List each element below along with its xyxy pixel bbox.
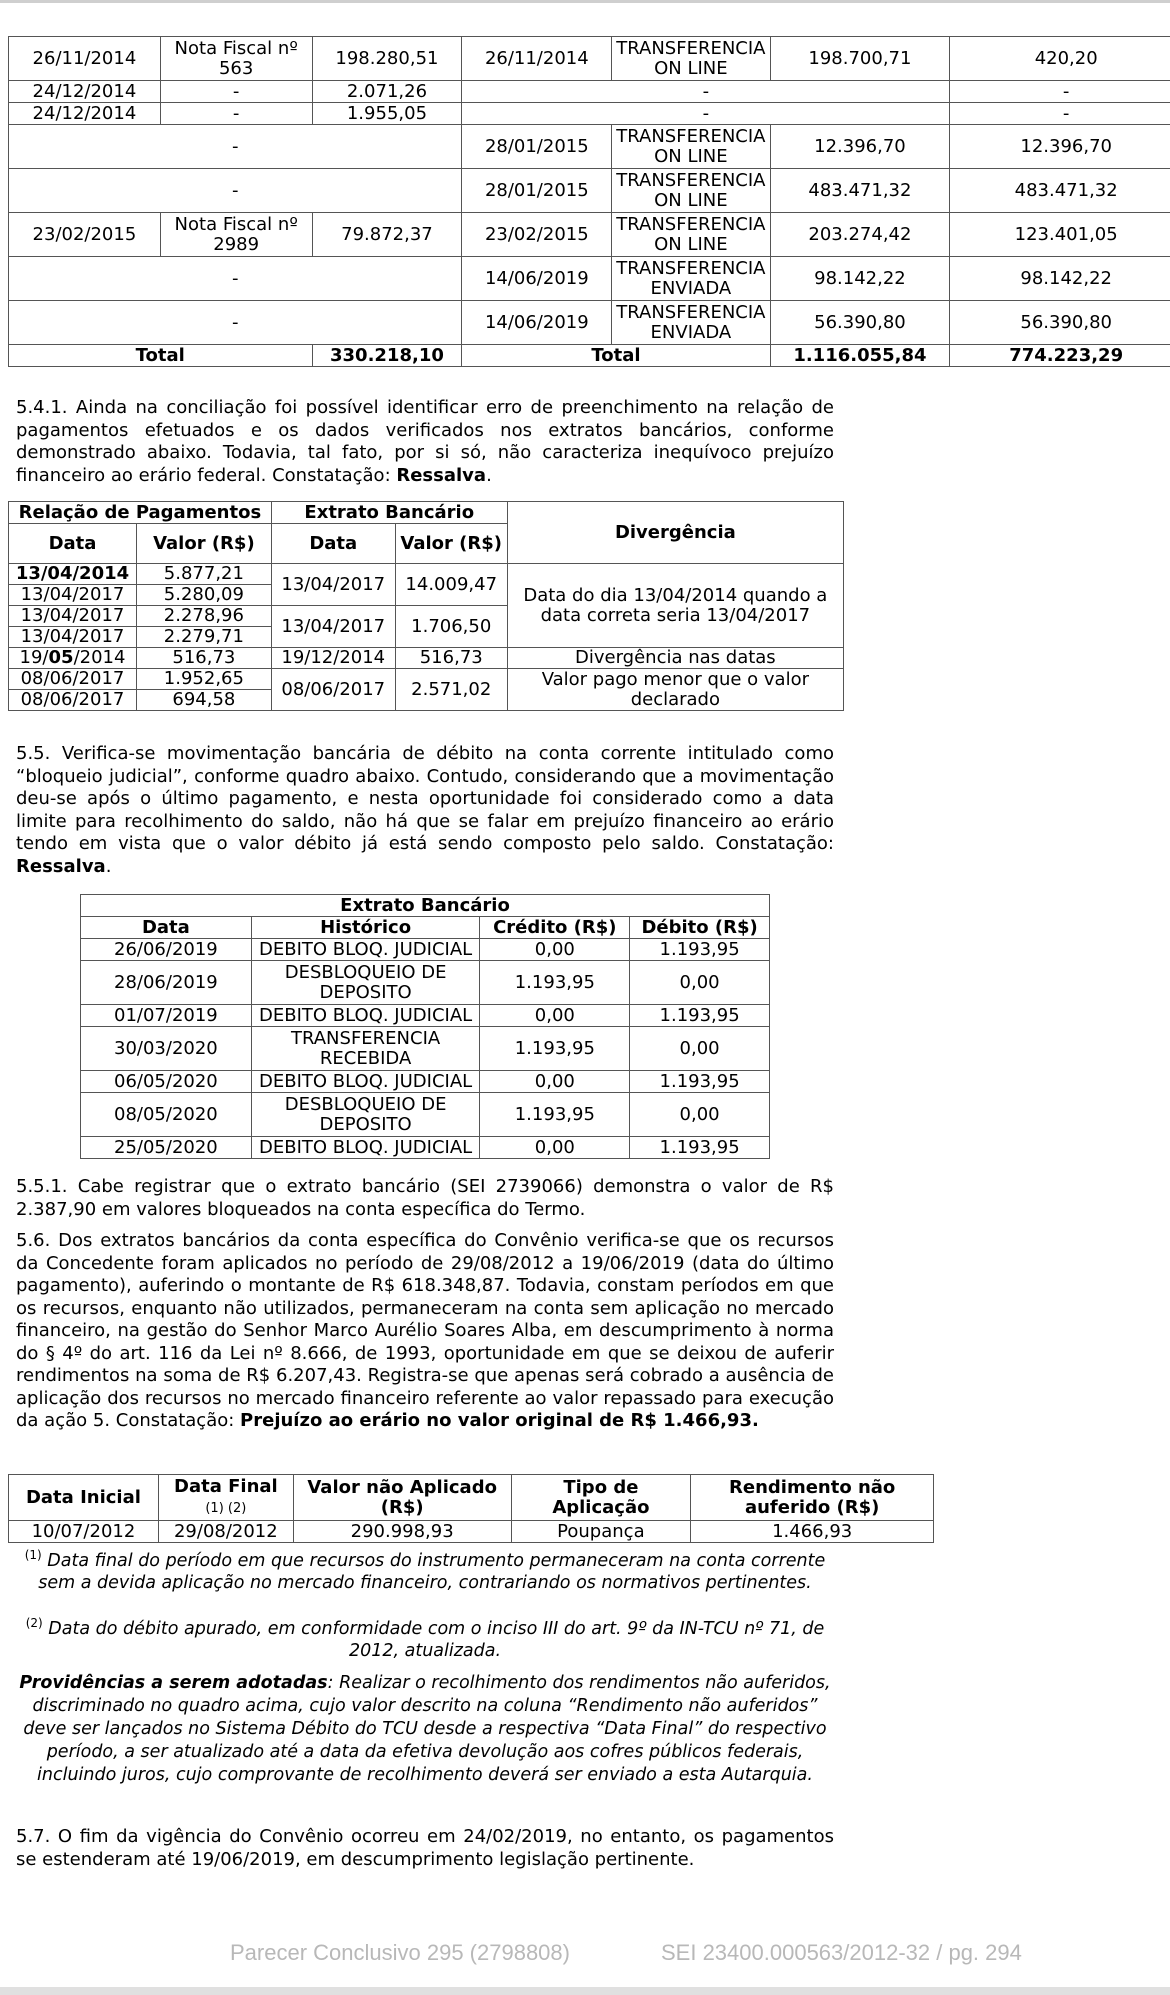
total-value: 330.218,10 bbox=[312, 345, 462, 367]
cell-history: DESBLOQUEIO DE DEPOSITO bbox=[251, 1093, 480, 1137]
cell-date: 26/11/2014 bbox=[9, 37, 161, 81]
cell-invoice: - bbox=[160, 103, 312, 125]
cell-debit: 0,00 bbox=[630, 1027, 770, 1071]
cell-merged: - bbox=[462, 81, 950, 103]
cell-date: 24/12/2014 bbox=[9, 81, 161, 103]
cell-value: 516,73 bbox=[395, 648, 507, 669]
header-row bbox=[9, 1475, 934, 1521]
cell-invoice: Nota Fiscal nº 2989 bbox=[160, 213, 312, 257]
cell-date: 23/02/2015 bbox=[462, 213, 612, 257]
header-credit: Crédito (R$) bbox=[480, 917, 630, 939]
cell-merged: - bbox=[9, 169, 462, 213]
table-row bbox=[9, 1521, 934, 1543]
finding-label: Ressalva bbox=[396, 464, 487, 486]
header-date: Data bbox=[81, 917, 252, 939]
actions-label: Providências a serem adotadas bbox=[19, 1673, 328, 1693]
date-part: 19/ bbox=[19, 647, 49, 668]
cell-credit: 1.193,95 bbox=[480, 1027, 630, 1071]
punctuation: . bbox=[486, 464, 492, 486]
page-bottom-edge bbox=[0, 1987, 1170, 1995]
cell-date: 08/06/2017 bbox=[9, 690, 137, 711]
cell-history: TRANSFERENCIA ON LINE bbox=[612, 169, 770, 213]
cell-invoice: Nota Fiscal nº 563 bbox=[160, 37, 312, 81]
cell-merged: - bbox=[9, 301, 462, 345]
cell-difference: 483.471,32 bbox=[950, 169, 1170, 213]
paragraph-5-5-1: 5.5.1. Cabe registrar que o extrato bancário (SEI 2739066) demonstra o valor de R$ 2.387,90 em valores bloqueados na conta específica do Termo. bbox=[16, 1176, 834, 1220]
cell-value: 5.877,21 bbox=[136, 564, 271, 585]
cell-difference: 98.142,22 bbox=[950, 257, 1170, 301]
cell-date: 08/06/2017 bbox=[9, 669, 137, 690]
cell-value: 2.571,02 bbox=[395, 669, 507, 711]
cell-debit: 0,00 bbox=[630, 1093, 770, 1137]
finding-label: Prejuízo ao erário no valor original de R$ 1.466,93. bbox=[240, 1410, 759, 1431]
cell-date: 01/07/2019 bbox=[81, 1005, 252, 1027]
cell-difference: 12.396,70 bbox=[950, 125, 1170, 169]
header-end-date-label: Data Final bbox=[174, 1475, 278, 1497]
cell-history: DEBITO BLOQ. JUDICIAL bbox=[251, 939, 480, 961]
cell-debit: 1.193,95 bbox=[630, 1005, 770, 1027]
cell-history: TRANSFERENCIA ON LINE bbox=[612, 213, 770, 257]
table-row bbox=[81, 939, 770, 961]
header-value: Valor (R$) bbox=[136, 524, 271, 564]
table-row bbox=[9, 169, 1170, 213]
cell-credit: 1.193,95 bbox=[480, 1093, 630, 1137]
table-total-row bbox=[9, 345, 1170, 367]
unapplied-funds-table bbox=[8, 1474, 934, 1543]
footnote-1 bbox=[16, 1550, 834, 1594]
cell-date: 28/01/2015 bbox=[462, 125, 612, 169]
cell-history: DESBLOQUEIO DE DEPOSITO bbox=[251, 961, 480, 1005]
cell-history: TRANSFERENCIA ON LINE bbox=[612, 37, 770, 81]
header-divergence: Divergência bbox=[507, 502, 843, 564]
header-end-date bbox=[158, 1475, 293, 1521]
cell-date: 28/06/2019 bbox=[81, 961, 252, 1005]
header-start-date: Data Inicial bbox=[9, 1475, 159, 1521]
paragraph-text: 5.4.1. Ainda na conciliação foi possível identificar erro de preenchimento na relação de pagamentos efetuados e os dados verificados nos extratos bancários, conforme demonstrado abaixo. Todavia, tal fato, por si só, não caracteriza inequívoco prejuízo financeiro ao erário federal. Constatação: bbox=[16, 397, 834, 486]
actions-text: : Realizar o recolhimento dos rendimentos não auferidos, discriminado no quadro acima, cujo valor descrito na coluna “Rendimento não auferidos” deve ser lançados no Sistema Débito do TCU desde a respectiva “Data Final” do respectivo período, a ser atualizado até a data da efetiva devolução aos cofres públicos federais, incluindo juros, cujo comprovante de recolhimento deverá ser enviado a esta Autarquia. bbox=[23, 1673, 831, 1785]
cell-value: 483.471,32 bbox=[770, 169, 950, 213]
cell-credit: 0,00 bbox=[480, 939, 630, 961]
footnote-text: Data do débito apurado, em conformidade com o inciso III do art. 9º da IN-TCU nº 71, de 2012, atualizada. bbox=[42, 1619, 825, 1661]
total-label: Total bbox=[462, 345, 770, 367]
cell-value: 2.071,26 bbox=[312, 81, 462, 103]
cell-start-date: 10/07/2012 bbox=[9, 1521, 159, 1543]
paragraph-5-5 bbox=[16, 743, 834, 878]
header-statement: Extrato Bancário bbox=[271, 502, 507, 524]
cell-value: 516,73 bbox=[136, 648, 271, 669]
header-row bbox=[81, 895, 770, 917]
footer-document-ref: Parecer Conclusivo 295 (2798808) bbox=[230, 1940, 570, 1965]
cell-date: 14/06/2019 bbox=[462, 301, 612, 345]
cell-date: 26/11/2014 bbox=[462, 37, 612, 81]
header-history: Histórico bbox=[251, 917, 480, 939]
cell-history: TRANSFERENCIA RECEBIDA bbox=[251, 1027, 480, 1071]
cell-history: TRANSFERENCIA ENVIADA bbox=[612, 301, 770, 345]
cell-difference: 56.390,80 bbox=[950, 301, 1170, 345]
total-label: Total bbox=[9, 345, 313, 367]
cell-history: TRANSFERENCIA ENVIADA bbox=[612, 257, 770, 301]
table-row bbox=[9, 669, 844, 690]
cell-end-date: 29/08/2012 bbox=[158, 1521, 293, 1543]
cell-date: 08/05/2020 bbox=[81, 1093, 252, 1137]
cell-divergence: Data do dia 13/04/2014 quando a data correta seria 13/04/2017 bbox=[507, 564, 843, 648]
cell-history: DEBITO BLOQ. JUDICIAL bbox=[251, 1005, 480, 1027]
cell-value: 198.700,71 bbox=[770, 37, 950, 81]
cell-divergence: Divergência nas datas bbox=[507, 648, 843, 669]
header-payments: Relação de Pagamentos bbox=[9, 502, 272, 524]
paragraph-text: 5.6. Dos extratos bancários da conta específica do Convênio verifica-se que os recursos da Concedente foram aplicados no período de 29/08/2012 a 19/06/2019 (data do último pagamento), auferindo o montante de R$ 618.348,87. Todavia, constam períodos em que os recursos, enquanto não utilizados, permaneceram na conta sem aplicação no mercado financeiro, na gestão do Senhor Marco Aurélio Soares Alba, em descumprimento à norma do § 4º do art. 116 da Lei nº 8.666, de 1993, oportunidade em que se deixou de auferir rendimentos na soma de R$ 6.207,43. Registra-se que apenas será cobrado a ausência de aplicação dos recursos no mercado financeiro referente ao valor repassado para execução da ação 5. Constatação: bbox=[16, 1230, 834, 1431]
cell-value: 98.142,22 bbox=[770, 257, 950, 301]
cell-credit: 0,00 bbox=[480, 1005, 630, 1027]
cell-invoice: - bbox=[160, 81, 312, 103]
punctuation: . bbox=[105, 855, 112, 877]
footnote-mark: (1) bbox=[24, 1548, 42, 1563]
cell-value: 5.280,09 bbox=[136, 585, 271, 606]
cell-value: 2.278,96 bbox=[136, 606, 271, 627]
cell-value: 1.952,65 bbox=[136, 669, 271, 690]
footnote-2 bbox=[16, 1618, 834, 1662]
cell-difference: 420,20 bbox=[950, 37, 1170, 81]
cell-debit: 1.193,95 bbox=[630, 1071, 770, 1093]
cell-value: 1.706,50 bbox=[395, 606, 507, 648]
cell-date: 14/06/2019 bbox=[462, 257, 612, 301]
actions-paragraph bbox=[16, 1672, 834, 1787]
cell-debit: 0,00 bbox=[630, 961, 770, 1005]
header-unapplied-value: Valor não Aplicado (R$) bbox=[293, 1475, 511, 1521]
cell-merged: - bbox=[9, 257, 462, 301]
header-value: Valor (R$) bbox=[395, 524, 507, 564]
table-row bbox=[9, 301, 1170, 345]
header-date: Data bbox=[271, 524, 395, 564]
cell-history: TRANSFERENCIA ON LINE bbox=[612, 125, 770, 169]
table-row bbox=[9, 81, 1170, 103]
cell-date: 23/02/2015 bbox=[9, 213, 161, 257]
cell-date: 28/01/2015 bbox=[462, 169, 612, 213]
cell-date: 26/06/2019 bbox=[81, 939, 252, 961]
cell-difference: - bbox=[950, 81, 1170, 103]
cell-date: 25/05/2020 bbox=[81, 1137, 252, 1159]
cell-date: 13/04/2017 bbox=[271, 564, 395, 606]
table-row bbox=[9, 564, 844, 585]
table-row bbox=[9, 648, 844, 669]
cell-value: 2.279,71 bbox=[136, 627, 271, 648]
footnote-mark: (2) bbox=[25, 1616, 43, 1631]
page-top-edge bbox=[0, 0, 1170, 3]
paragraph-5-7: 5.7. O fim da vigência do Convênio ocorreu em 24/02/2019, no entanto, os pagamentos se estenderam até 19/06/2019, em descumprimento legislação pertinente. bbox=[16, 1826, 834, 1870]
cell-debit: 1.193,95 bbox=[630, 1137, 770, 1159]
cell-credit: 0,00 bbox=[480, 1071, 630, 1093]
paragraph-5-6 bbox=[16, 1230, 834, 1433]
table-row bbox=[81, 1137, 770, 1159]
cell-history: DEBITO BLOQ. JUDICIAL bbox=[251, 1071, 480, 1093]
cell-debit: 1.193,95 bbox=[630, 939, 770, 961]
total-value: 774.223,29 bbox=[950, 345, 1170, 367]
table-row bbox=[9, 103, 1170, 125]
table-row bbox=[81, 961, 770, 1005]
cell-credit: 0,00 bbox=[480, 1137, 630, 1159]
cell-merged: - bbox=[9, 125, 462, 169]
date-part: /2014 bbox=[73, 647, 126, 668]
table-row bbox=[81, 1005, 770, 1027]
cell-value: 12.396,70 bbox=[770, 125, 950, 169]
table-row bbox=[81, 1093, 770, 1137]
payment-divergence-table bbox=[8, 501, 844, 711]
footnote-text: Data final do período em que recursos do instrumento permaneceram na conta corrente sem a devida aplicação no mercado financeiro, contrariando os normativos pertinentes. bbox=[38, 1551, 826, 1593]
cell-date: 19/12/2014 bbox=[271, 648, 395, 669]
cell-date: 13/04/2017 bbox=[9, 585, 137, 606]
finding-label: Ressalva bbox=[16, 855, 106, 877]
cell-value: 203.274,42 bbox=[770, 213, 950, 257]
cell-divergence: Valor pago menor que o valor declarado bbox=[507, 669, 843, 711]
cell-value: 290.998,93 bbox=[293, 1521, 511, 1543]
cell-date: 13/04/2014 bbox=[9, 564, 137, 585]
table-row bbox=[9, 37, 1170, 81]
header-application-type: Tipo de Aplicação bbox=[511, 1475, 691, 1521]
cell-value: 79.872,37 bbox=[312, 213, 462, 257]
cell-date bbox=[9, 648, 137, 669]
cell-value: 1.955,05 bbox=[312, 103, 462, 125]
statement-title: Extrato Bancário bbox=[81, 895, 770, 917]
paragraph-text: 5.5. Verifica-se movimentação bancária de débito na conta corrente intitulado como “bloqueio judicial”, conforme quadro abaixo. Contudo, considerando que a movimentação deu-se após o último pagamento, e nesta oportunidade foi considerado como a data limite para recolhimento do saldo, não há que se falar em prejuízo financeiro ao erário tendo em vista que o valor débito já está sendo composto pelo saldo. Constatação: bbox=[16, 743, 834, 854]
cell-date: 06/05/2020 bbox=[81, 1071, 252, 1093]
payments-reconciliation-table bbox=[8, 36, 1170, 367]
header-row bbox=[9, 502, 844, 524]
cell-difference: - bbox=[950, 103, 1170, 125]
cell-date: 30/03/2020 bbox=[81, 1027, 252, 1071]
table-row bbox=[81, 1027, 770, 1071]
header-income: Rendimento não auferido (R$) bbox=[691, 1475, 934, 1521]
cell-credit: 1.193,95 bbox=[480, 961, 630, 1005]
header-debit: Débito (R$) bbox=[630, 917, 770, 939]
bank-statement-table bbox=[80, 894, 770, 1159]
paragraph-5-4-1 bbox=[16, 397, 834, 487]
cell-merged: - bbox=[462, 103, 950, 125]
total-value: 1.116.055,84 bbox=[770, 345, 950, 367]
cell-difference: 123.401,05 bbox=[950, 213, 1170, 257]
cell-date: 13/04/2017 bbox=[9, 627, 137, 648]
footnote-refs: (1) (2) bbox=[205, 1500, 247, 1516]
table-row bbox=[81, 1071, 770, 1093]
cell-type: Poupança bbox=[511, 1521, 691, 1543]
cell-value: 694,58 bbox=[136, 690, 271, 711]
cell-value: 56.390,80 bbox=[770, 301, 950, 345]
footer-process-ref: SEI 23400.000563/2012-32 / pg. 294 bbox=[661, 1940, 1022, 1965]
cell-date: 13/04/2017 bbox=[271, 606, 395, 648]
cell-date: 13/04/2017 bbox=[9, 606, 137, 627]
cell-date: 24/12/2014 bbox=[9, 103, 161, 125]
table-row bbox=[9, 213, 1170, 257]
date-part-highlight: 05 bbox=[48, 647, 74, 668]
cell-income: 1.466,93 bbox=[691, 1521, 934, 1543]
cell-date: 08/06/2017 bbox=[271, 669, 395, 711]
cell-value: 14.009,47 bbox=[395, 564, 507, 606]
cell-value: 198.280,51 bbox=[312, 37, 462, 81]
table-row bbox=[9, 125, 1170, 169]
header-date: Data bbox=[9, 524, 137, 564]
table-row bbox=[9, 257, 1170, 301]
cell-history: DEBITO BLOQ. JUDICIAL bbox=[251, 1137, 480, 1159]
header-row bbox=[81, 917, 770, 939]
